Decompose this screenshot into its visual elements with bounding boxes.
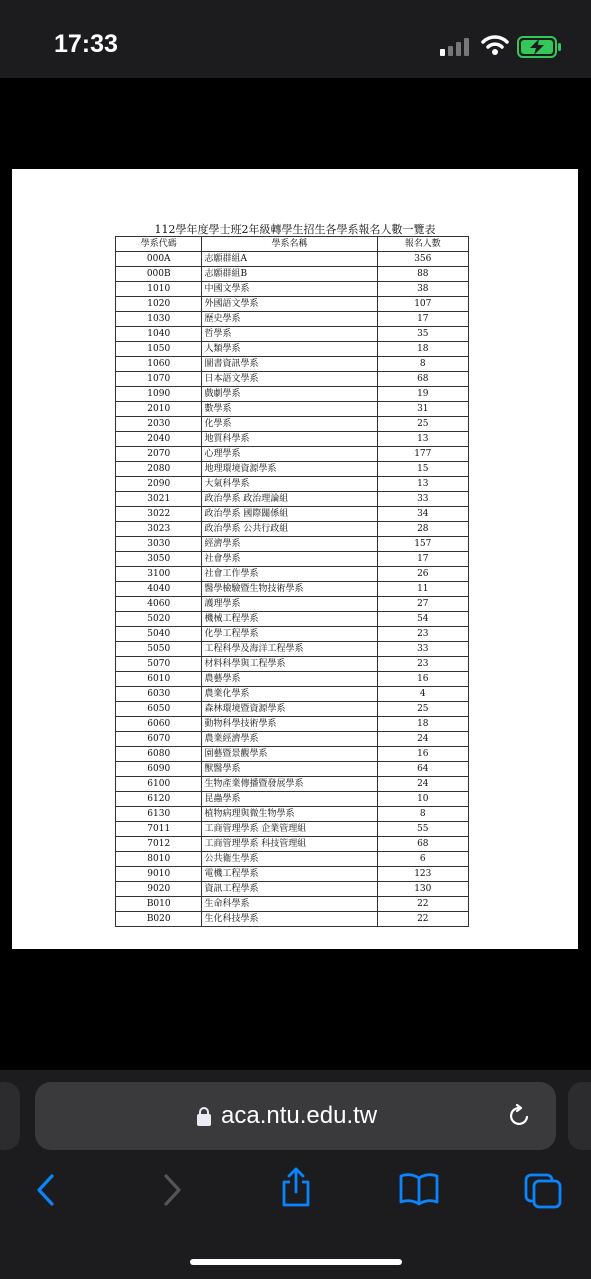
department-name-cell: 哲學系 [202, 327, 377, 342]
department-name-cell: 人類學系 [202, 342, 377, 357]
applicant-count-cell: 8 [377, 807, 468, 822]
table-row [116, 732, 469, 747]
department-name-cell: 農業經濟學系 [202, 732, 377, 747]
department-code-cell: 2070 [116, 447, 202, 462]
table-row [116, 522, 469, 537]
department-name-cell: 政治學系 政治理論組 [202, 492, 377, 507]
table-row [116, 297, 469, 312]
document-viewer[interactable] [0, 78, 591, 1070]
table-row [116, 777, 469, 792]
department-name-cell: 動物科學技術學系 [202, 717, 377, 732]
table-row [116, 822, 469, 837]
table-row [116, 612, 469, 627]
previous-tab-preview[interactable] [0, 1082, 20, 1150]
table-row [116, 327, 469, 342]
department-name-cell: 生物產業傳播暨發展學系 [202, 777, 377, 792]
department-name-cell: 志願群組A [202, 252, 377, 267]
cellular-signal-icon [440, 38, 472, 56]
table-row [116, 747, 469, 762]
department-code-cell: 1010 [116, 282, 202, 297]
table-row [116, 342, 469, 357]
department-code-cell: 6070 [116, 732, 202, 747]
applicant-count-cell: 8 [377, 357, 468, 372]
department-name-cell: 日本語文學系 [202, 372, 377, 387]
applicant-count-cell: 64 [377, 762, 468, 777]
applicant-count-cell: 6 [377, 852, 468, 867]
department-name-cell: 資訊工程學系 [202, 882, 377, 897]
department-name-cell: 護理學系 [202, 597, 377, 612]
department-code-cell: 1070 [116, 372, 202, 387]
applicant-count-cell: 33 [377, 642, 468, 657]
department-name-cell: 工商管理學系 科技管理組 [202, 837, 377, 852]
applicant-count-cell: 23 [377, 627, 468, 642]
share-icon[interactable] [280, 1166, 312, 1208]
bookmarks-book-icon[interactable] [398, 1172, 440, 1206]
department-name-cell: 地質科學系 [202, 432, 377, 447]
department-name-cell: 園藝暨景觀學系 [202, 747, 377, 762]
applicant-count-cell: 28 [377, 522, 468, 537]
department-code-cell: 3050 [116, 552, 202, 567]
applicant-count-cell: 15 [377, 462, 468, 477]
department-name-cell: 志願群組B [202, 267, 377, 282]
applicant-count-cell: 88 [377, 267, 468, 282]
column-header-name: 學系名稱 [202, 237, 377, 252]
department-name-cell: 中國文學系 [202, 282, 377, 297]
department-code-cell: 3023 [116, 522, 202, 537]
table-row [116, 582, 469, 597]
applicant-count-cell: 22 [377, 897, 468, 912]
applicant-count-cell: 177 [377, 447, 468, 462]
back-chevron-icon[interactable] [32, 1170, 60, 1210]
department-name-cell: 經濟學系 [202, 537, 377, 552]
department-code-cell: 2090 [116, 477, 202, 492]
column-header-code: 學系代碼 [116, 237, 202, 252]
table-row [116, 852, 469, 867]
department-code-cell: 5020 [116, 612, 202, 627]
applicant-count-cell: 25 [377, 417, 468, 432]
table-row [116, 627, 469, 642]
department-name-cell: 戲劇學系 [202, 387, 377, 402]
department-code-cell: 2010 [116, 402, 202, 417]
table-row [116, 912, 469, 927]
department-code-cell: 1030 [116, 312, 202, 327]
department-code-cell: 6030 [116, 687, 202, 702]
next-tab-preview[interactable] [568, 1082, 591, 1150]
department-code-cell: 7012 [116, 837, 202, 852]
table-row [116, 357, 469, 372]
department-name-cell: 政治學系 公共行政組 [202, 522, 377, 537]
applicant-count-cell: 13 [377, 432, 468, 447]
applicant-count-cell: 16 [377, 672, 468, 687]
applicant-count-cell: 35 [377, 327, 468, 342]
table-row [116, 657, 469, 672]
table-row [116, 402, 469, 417]
applicant-count-cell: 54 [377, 612, 468, 627]
department-code-cell: 3100 [116, 567, 202, 582]
applicant-count-cell: 68 [377, 837, 468, 852]
table-header-row [116, 237, 469, 252]
table-row [116, 687, 469, 702]
applicant-count-cell: 22 [377, 912, 468, 927]
department-code-cell: 9020 [116, 882, 202, 897]
applicant-count-cell: 157 [377, 537, 468, 552]
department-name-cell: 公共衛生學系 [202, 852, 377, 867]
applicant-count-cell: 18 [377, 717, 468, 732]
reload-icon[interactable] [507, 1103, 533, 1129]
browser-bottom-bar [0, 1070, 591, 1279]
department-name-cell: 化學系 [202, 417, 377, 432]
department-code-cell: 2080 [116, 462, 202, 477]
battery-charging-icon [517, 36, 563, 58]
department-name-cell: 機械工程學系 [202, 612, 377, 627]
table-row [116, 492, 469, 507]
table-row [116, 282, 469, 297]
department-name-cell: 心理學系 [202, 447, 377, 462]
home-indicator [190, 1259, 402, 1265]
department-name-cell: 醫學檢驗暨生物技術學系 [202, 582, 377, 597]
department-name-cell: 地理環境資源學系 [202, 462, 377, 477]
department-code-cell: 1020 [116, 297, 202, 312]
table-row [116, 447, 469, 462]
table-row [116, 867, 469, 882]
table-row [116, 882, 469, 897]
department-name-cell: 生命科學系 [202, 897, 377, 912]
applicant-count-cell: 11 [377, 582, 468, 597]
department-name-cell: 數學系 [202, 402, 377, 417]
department-code-cell: 9010 [116, 867, 202, 882]
applicant-count-cell: 24 [377, 732, 468, 747]
department-code-cell: 6060 [116, 717, 202, 732]
department-code-cell: 6130 [116, 807, 202, 822]
applicant-count-cell: 13 [377, 477, 468, 492]
table-body [116, 252, 469, 927]
table-row [116, 462, 469, 477]
tabs-icon[interactable] [523, 1172, 563, 1210]
table-row [116, 642, 469, 657]
status-bar [0, 0, 591, 78]
department-name-cell: 森林環境暨資源學系 [202, 702, 377, 717]
applicant-count-cell: 123 [377, 867, 468, 882]
table-row [116, 567, 469, 582]
lock-icon [197, 1106, 211, 1126]
department-name-cell: 工程科學及海洋工程學系 [202, 642, 377, 657]
department-code-cell: 1090 [116, 387, 202, 402]
department-name-cell: 工商管理學系 企業管理組 [202, 822, 377, 837]
department-name-cell: 社會工作學系 [202, 567, 377, 582]
department-code-cell: 1050 [116, 342, 202, 357]
department-code-cell: 1060 [116, 357, 202, 372]
department-code-cell: 3021 [116, 492, 202, 507]
department-code-cell: 5050 [116, 642, 202, 657]
table-row [116, 762, 469, 777]
column-header-count: 報名人數 [377, 237, 468, 252]
applicant-count-cell: 25 [377, 702, 468, 717]
forward-chevron-icon[interactable] [158, 1170, 186, 1210]
department-code-cell: 4040 [116, 582, 202, 597]
table-row [116, 372, 469, 387]
applicant-count-cell: 17 [377, 312, 468, 327]
department-code-cell: 6090 [116, 762, 202, 777]
department-code-cell: 6010 [116, 672, 202, 687]
table-row [116, 597, 469, 612]
department-name-cell: 歷史學系 [202, 312, 377, 327]
department-name-cell: 生化科技學系 [202, 912, 377, 927]
document-page [12, 169, 578, 949]
applicant-count-cell: 27 [377, 597, 468, 612]
department-code-cell: 6080 [116, 747, 202, 762]
department-code-cell: 3030 [116, 537, 202, 552]
department-name-cell: 電機工程學系 [202, 867, 377, 882]
table-row [116, 417, 469, 432]
applicant-count-cell: 356 [377, 252, 468, 267]
applicants-table [115, 236, 469, 927]
wifi-icon [481, 34, 509, 56]
applicant-count-cell: 55 [377, 822, 468, 837]
table-row [116, 792, 469, 807]
applicant-count-cell: 16 [377, 747, 468, 762]
department-code-cell: 6050 [116, 702, 202, 717]
applicant-count-cell: 68 [377, 372, 468, 387]
department-code-cell: 3022 [116, 507, 202, 522]
department-code-cell: 4060 [116, 597, 202, 612]
applicant-count-cell: 19 [377, 387, 468, 402]
applicant-count-cell: 33 [377, 492, 468, 507]
table-row [116, 837, 469, 852]
table-row [116, 252, 469, 267]
status-time: 17:33 [54, 30, 118, 58]
table-row [116, 537, 469, 552]
department-name-cell: 農業化學系 [202, 687, 377, 702]
department-name-cell: 大氣科學系 [202, 477, 377, 492]
applicant-count-cell: 17 [377, 552, 468, 567]
table-row [116, 267, 469, 282]
table-row [116, 552, 469, 567]
department-code-cell: 2030 [116, 417, 202, 432]
applicant-count-cell: 107 [377, 297, 468, 312]
department-name-cell: 政治學系 國際關係組 [202, 507, 377, 522]
table-row [116, 432, 469, 447]
department-name-cell: 獸醫學系 [202, 762, 377, 777]
table-row [116, 312, 469, 327]
department-code-cell: 5040 [116, 627, 202, 642]
applicant-count-cell: 31 [377, 402, 468, 417]
table-row [116, 717, 469, 732]
url-text: aca.ntu.edu.tw [221, 1102, 378, 1129]
applicant-count-cell: 130 [377, 882, 468, 897]
department-code-cell: 7011 [116, 822, 202, 837]
document-title: 112學年度學士班2年級轉學生招生各學系報名人數一覽表 [154, 223, 436, 236]
department-code-cell: B010 [116, 897, 202, 912]
department-name-cell: 化學工程學系 [202, 627, 377, 642]
department-code-cell: 000A [116, 252, 202, 267]
department-code-cell: 000B [116, 267, 202, 282]
table-row [116, 672, 469, 687]
applicant-count-cell: 18 [377, 342, 468, 357]
department-name-cell: 社會學系 [202, 552, 377, 567]
department-code-cell: B020 [116, 912, 202, 927]
department-code-cell: 5070 [116, 657, 202, 672]
department-code-cell: 8010 [116, 852, 202, 867]
applicant-count-cell: 10 [377, 792, 468, 807]
department-name-cell: 材料科學與工程學系 [202, 657, 377, 672]
applicant-count-cell: 34 [377, 507, 468, 522]
table-row [116, 702, 469, 717]
applicant-count-cell: 26 [377, 567, 468, 582]
table-row [116, 477, 469, 492]
table-row [116, 897, 469, 912]
applicant-count-cell: 24 [377, 777, 468, 792]
applicant-count-cell: 38 [377, 282, 468, 297]
address-bar[interactable] [35, 1082, 556, 1150]
table-row [116, 807, 469, 822]
department-name-cell: 植物病理與微生物學系 [202, 807, 377, 822]
table-row [116, 507, 469, 522]
table-row [116, 387, 469, 402]
department-code-cell: 1040 [116, 327, 202, 342]
department-name-cell: 外國語文學系 [202, 297, 377, 312]
department-name-cell: 圖書資訊學系 [202, 357, 377, 372]
department-code-cell: 2040 [116, 432, 202, 447]
applicant-count-cell: 4 [377, 687, 468, 702]
department-code-cell: 6100 [116, 777, 202, 792]
department-name-cell: 昆蟲學系 [202, 792, 377, 807]
applicant-count-cell: 23 [377, 657, 468, 672]
department-code-cell: 6120 [116, 792, 202, 807]
department-name-cell: 農藝學系 [202, 672, 377, 687]
